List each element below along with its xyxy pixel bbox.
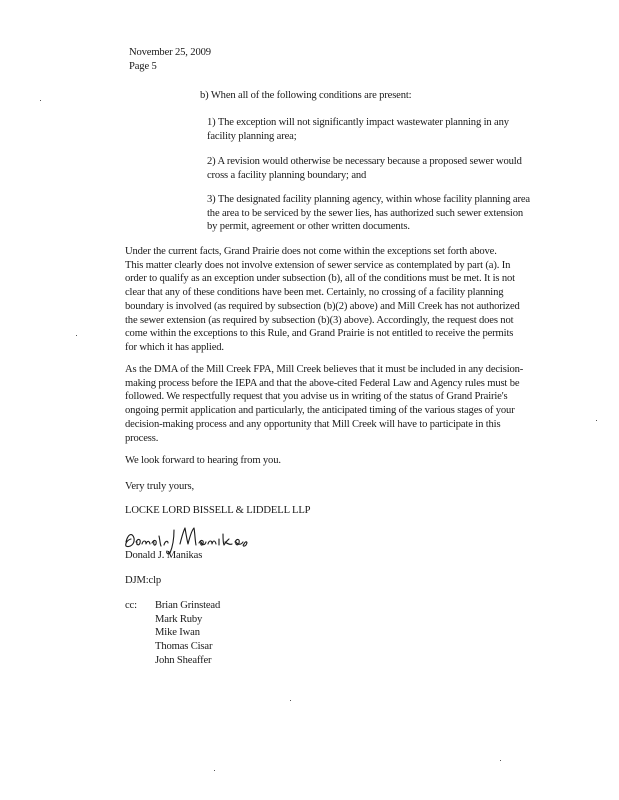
cc-name: Brian Grinstead <box>155 600 221 611</box>
condition-1-line: facility planning area; <box>207 130 297 142</box>
paragraph-line: the sewer extension (as required by subsection (b)(3) above). Accordingly, the request does not <box>125 314 514 326</box>
paragraph-line: ongoing permit application and particularly, the anticipated timing of the various stages of your <box>125 405 515 417</box>
condition-2-line: 2) A revision would otherwise be necessary because a proposed sewer would <box>207 156 522 167</box>
cc-label: cc: <box>125 600 137 611</box>
scan-speck <box>290 700 291 701</box>
condition-3-line: 3) The designated facility planning agency, within whose facility planning area <box>207 194 530 205</box>
scan-speck <box>500 760 501 761</box>
condition-1-line: 1) The exception will not significantly impact wastewater planning in any <box>207 117 509 128</box>
body-paragraph-1 <box>125 245 520 355</box>
letter-date: November 25, 2009 <box>129 47 211 58</box>
scan-speck <box>76 335 77 336</box>
paragraph-line: decision-making process and any opportunity that Mill Creek will have to participate in this <box>125 418 501 430</box>
paragraph-line: order to qualify as an exception under subsection (b), all of the conditions must be met. It is not <box>125 273 515 285</box>
condition-1 <box>207 116 509 143</box>
signer-name: Donald J. Manikas <box>125 550 203 561</box>
cc-list <box>155 599 220 668</box>
condition-3-line: by permit, agreement or other written documents. <box>207 221 410 233</box>
closing-line: We look forward to hearing from you. <box>125 455 281 466</box>
signature-text: Donald J. Manikas <box>122 524 130 525</box>
paragraph-line: come within the exceptions to this Rule, and Grand Prairie is not entitled to receive the permits <box>125 328 514 340</box>
paragraph-line: for which it has applied. <box>125 341 224 353</box>
page-number: Page 5 <box>129 61 157 72</box>
paragraph-line: boundary is involved (as required by subsection (b)(2) above) and Mill Creek has not authorized <box>125 300 520 312</box>
condition-3 <box>207 193 530 234</box>
firm-name: LOCKE LORD BISSELL & LIDDELL LLP <box>125 505 311 516</box>
paragraph-line: As the DMA of the Mill Creek FPA, Mill Creek believes that it must be included in any decision- <box>125 364 524 375</box>
condition-2 <box>207 155 522 182</box>
paragraph-line: clear that any of these conditions have been met. Certainly, no crossing of a facility planning <box>125 287 504 299</box>
cc-name: John Sheaffer <box>155 654 212 666</box>
paragraph-line: This matter clearly does not involve extension of sewer service as contemplated by part (a). In <box>125 259 511 271</box>
paragraph-line: making process before the IEPA and that the above-cited Federal Law and Agency rules must be <box>125 377 520 389</box>
paragraph-line: process. <box>125 432 159 444</box>
salutation: Very truly yours, <box>125 481 194 492</box>
condition-3-line: the area to be serviced by the sewer lies, has authorized such sewer extension <box>207 207 523 219</box>
paragraph-line: followed. We respectfully request that you advise us in writing of the status of Grand Prairie's <box>125 391 508 403</box>
typist-initials: DJM:clp <box>125 575 162 586</box>
cc-name: Mark Ruby <box>155 613 203 625</box>
body-paragraph-2 <box>125 363 523 445</box>
paragraph-line: Under the current facts, Grand Prairie does not come within the exceptions set forth above. <box>125 246 497 257</box>
scan-speck <box>596 420 597 421</box>
conditions-intro: b) When all of the following conditions are present: <box>200 90 412 101</box>
condition-2-line: cross a facility planning boundary; and <box>207 169 367 181</box>
cc-name: Thomas Cisar <box>155 641 213 653</box>
cc-name: Mike Iwan <box>155 627 200 639</box>
scan-speck <box>214 770 215 771</box>
scan-speck <box>40 100 41 101</box>
